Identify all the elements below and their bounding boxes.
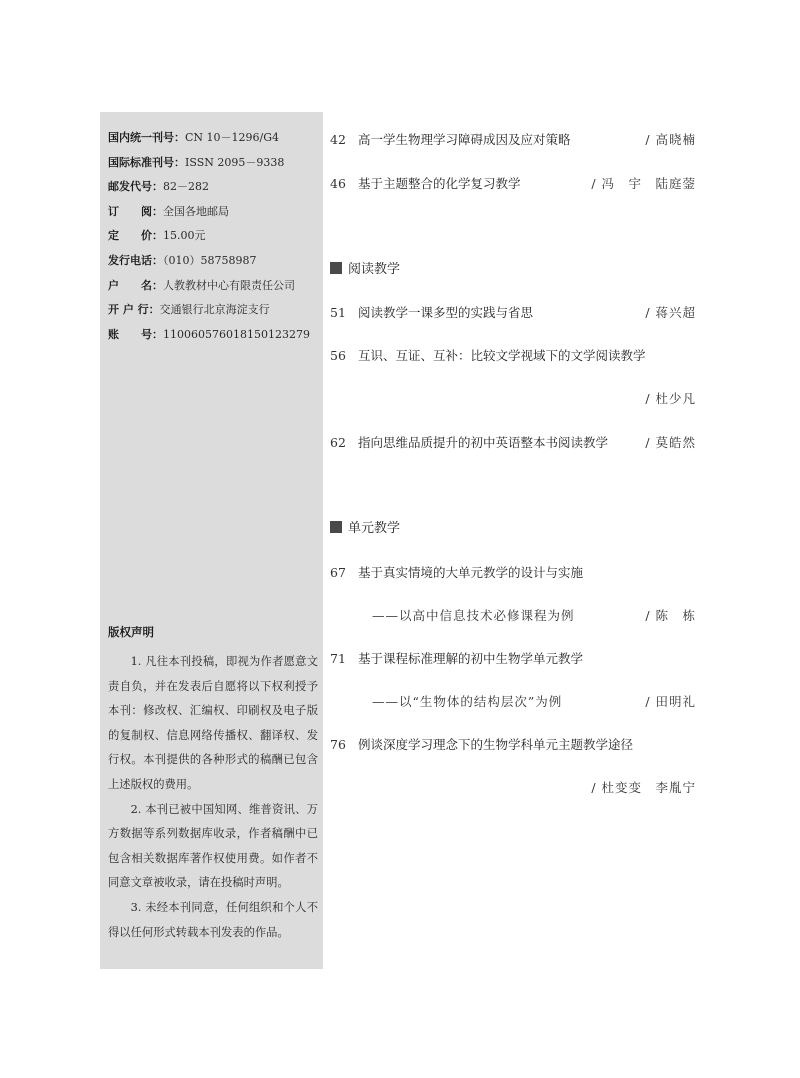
section-title: 单元教学 [348, 521, 401, 536]
copyright-notice [108, 624, 318, 945]
info-value: 110060576018150123279 [163, 327, 310, 341]
toc-author-line [330, 389, 696, 409]
info-value: （010）58758987 [163, 253, 257, 267]
article-author: / 莫皓然 [645, 435, 696, 450]
info-label: 订 阅： [108, 204, 163, 218]
info-row-issn [108, 155, 318, 180]
article-title: 例谈深度学习理念下的生物学科单元主题教学途径 [358, 737, 634, 752]
article-title: 基于课程标准理解的初中生物学单元教学 [358, 651, 584, 666]
section-marker-icon [330, 521, 342, 533]
toc-subtitle-line [330, 692, 696, 712]
article-author: / 高晓楠 [645, 132, 696, 147]
article-title: 互识、互证、互补：比较文学视域下的文学阅读教学 [358, 348, 646, 363]
info-label: 发行电话： [108, 253, 163, 267]
info-label: 户 名： [108, 278, 163, 292]
page-number: 56 [330, 348, 346, 363]
toc-author-line [330, 778, 696, 798]
section-marker-icon [330, 262, 342, 274]
copyright-title: 版权声明 [108, 625, 154, 639]
info-value: ISSN 2095－9338 [185, 155, 285, 169]
article-title: 指向思维品质提升的初中英语整本书阅读教学 [358, 435, 609, 450]
copyright-paragraph: 3. 未经本刊同意，任何组织和个人不得以任何形式转载本刊发表的作品。 [108, 900, 318, 939]
article-author: / 蒋兴超 [645, 305, 696, 320]
page-number: 46 [330, 176, 346, 191]
article-title: 基于主题整合的化学复习教学 [358, 176, 521, 191]
publication-info [108, 130, 318, 351]
info-label: 邮发代号： [108, 180, 163, 194]
toc-entry[interactable] [330, 346, 696, 366]
page-number: 71 [330, 651, 346, 666]
info-value: 人教教材中心有限责任公司 [163, 278, 295, 292]
toc-subtitle-line [330, 606, 696, 626]
info-label: 开 户 行： [108, 303, 160, 317]
article-author: / 杜少凡 [645, 391, 696, 406]
page-number: 51 [330, 305, 346, 320]
info-row-account-number [108, 327, 318, 352]
info-row-subscription [108, 204, 318, 229]
info-row-account-name [108, 278, 318, 303]
toc-entry[interactable] [330, 174, 696, 194]
article-author: / 田明礼 [645, 694, 696, 709]
info-row-postal-code [108, 179, 318, 204]
toc-entry[interactable] [330, 433, 696, 453]
info-value: 15.00元 [163, 229, 206, 243]
info-value: 82－282 [163, 180, 209, 194]
info-label: 国内统一刊号： [108, 131, 185, 144]
section-heading-reading [330, 260, 400, 280]
toc-entry[interactable] [330, 563, 696, 583]
toc-entry[interactable] [330, 735, 696, 755]
page-number: 42 [330, 132, 346, 147]
info-label: 国际标准刊号： [108, 155, 185, 169]
article-author: / 陈 栋 [645, 608, 696, 623]
page-number: 67 [330, 565, 346, 580]
toc-entry[interactable] [330, 649, 696, 669]
article-author: / 冯 宇 陆庭蓥 [591, 176, 696, 191]
info-row-cn-number [108, 130, 318, 155]
info-row-bank [108, 302, 318, 327]
page-number: 76 [330, 737, 346, 752]
section-title: 阅读教学 [348, 262, 401, 277]
page-number: 62 [330, 435, 346, 450]
info-value: 交通银行北京海淀支行 [159, 303, 270, 317]
info-label: 定 价： [108, 229, 163, 243]
info-row-price [108, 228, 318, 253]
info-value: 全国各地邮局 [163, 204, 229, 218]
article-author: / 杜变变 李胤宁 [591, 780, 696, 795]
toc-entry[interactable] [330, 303, 696, 323]
article-title: 基于真实情境的大单元教学的设计与实施 [358, 565, 584, 580]
copyright-paragraph: 2. 本刊已被中国知网、维普资讯、万方数据等系列数据库收录，作者稿酬中已包含相关数据库著作权使用费。如作者不同意文章被收录，请在投稿时声明。 [108, 802, 318, 890]
article-subtitle: ——以“生物体的结构层次”为例 [372, 694, 563, 709]
info-label: 账 号： [108, 327, 163, 341]
masthead-sidebar [100, 112, 323, 969]
info-value: CN 10－1296/G4 [185, 131, 280, 144]
article-subtitle: ——以高中信息技术必修课程为例 [372, 608, 575, 623]
article-title: 高一学生物理学习障碍成因及应对策略 [358, 132, 571, 147]
article-title: 阅读教学一课多型的实践与省思 [358, 305, 534, 320]
toc-entry[interactable] [330, 130, 696, 150]
info-row-phone [108, 253, 318, 278]
section-heading-unit [330, 519, 400, 539]
table-of-contents [330, 0, 700, 1078]
copyright-paragraph: 1. 凡往本刊投稿，即视为作者愿意文责自负，并在发表后自愿将以下权利授予本刊：修改权、汇编权、印刷权及电子版的复制权、信息网络传播权、翻译权、发行权。本刊提供的各种形式的稿酬已包含上述版权的费用。 [108, 655, 318, 791]
